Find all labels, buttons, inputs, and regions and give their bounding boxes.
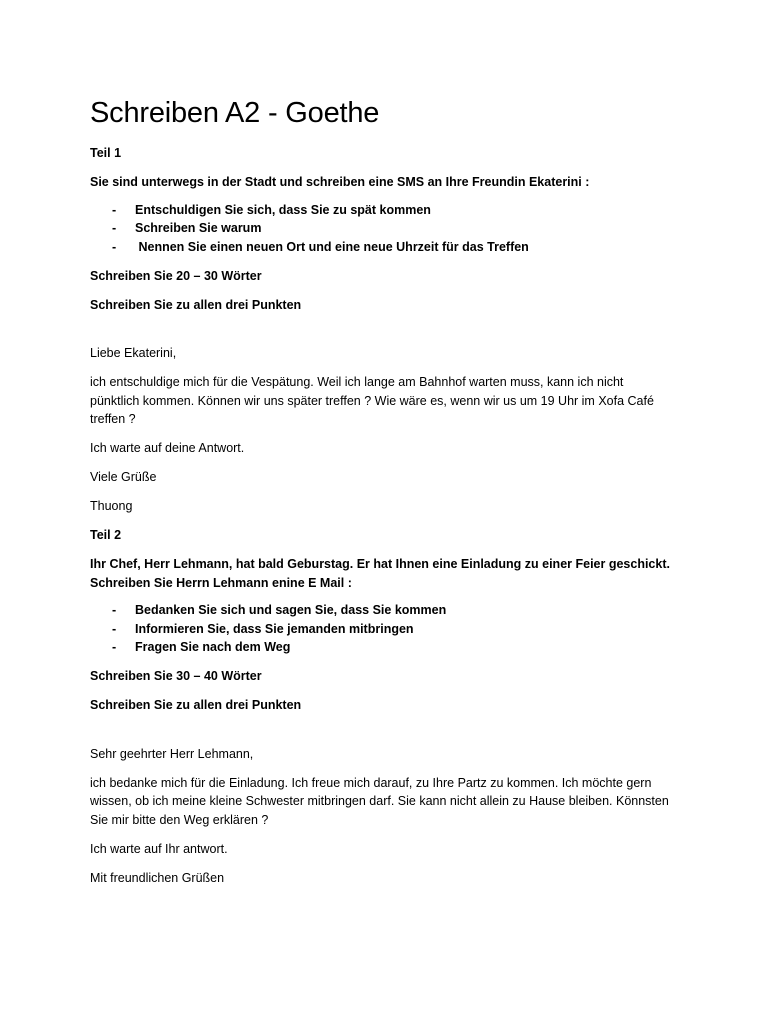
- answer-line: pünktlich kommen. Können wir uns später treffen ? Wie wäre es, wenn wir us um 19 Uhr im Xofa Café: [90, 393, 654, 408]
- list-item: - Schreiben Sie warum: [90, 219, 680, 238]
- teil2-greeting: Sehr geehrter Herr Lehmann,: [90, 746, 254, 761]
- task-line: Ihr Chef, Herr Lehmann, hat bald Geburstag. Er hat Ihnen eine Einladung zu einer Feier geschickt.: [90, 557, 670, 571]
- teil1-closing: Viele Grüße: [90, 470, 157, 484]
- teil1-bullet-list: [90, 201, 680, 257]
- teil1-task: Sie sind unterwegs in der Stadt und schreiben eine SMS an Ihre Freundin Ekaterini :: [90, 175, 590, 189]
- teil2-heading: Teil 2: [90, 528, 122, 542]
- answer-line: ich bedanke mich für die Einladung. Ich freue mich darauf, zu Ihre Partz zu kommen. Ich möchte gern: [90, 775, 652, 790]
- list-item: - Fragen Sie nach dem Weg: [90, 638, 680, 657]
- teil2-word-count: Schreiben Sie 30 – 40 Wörter: [90, 669, 262, 683]
- teil1-word-count: Schreiben Sie 20 – 30 Wörter: [90, 268, 262, 283]
- answer-line: treffen ?: [90, 412, 136, 426]
- dash-bullet-icon: -: [112, 603, 117, 617]
- teil2-bullet-list: [90, 601, 680, 657]
- teil2-wait: Ich warte auf Ihr antwort.: [90, 841, 228, 856]
- teil1-heading: Teil 1: [90, 146, 122, 160]
- answer-line: ich entschuldige mich für die Vespätung. Weil ich lange am Bahnhof warten muss, kann ich nicht: [90, 375, 624, 389]
- answer-line: wissen, ob ich meine kleine Schwester mitbringen darf. Sie kann nicht allein zu Hause bleiben. Könnsten: [90, 794, 669, 808]
- list-item: - Informieren Sie, dass Sie jemanden mitbringen: [90, 620, 680, 639]
- list-item: - Nennen Sie einen neuen Ort und eine neue Uhrzeit für das Treffen: [90, 238, 680, 257]
- dash-bullet-icon: -: [112, 202, 117, 217]
- task-line: Schreiben Sie Herrn Lehmann enine E Mail :: [90, 575, 352, 590]
- teil1-greeting: Liebe Ekaterini,: [90, 346, 177, 360]
- teil1-all-points: Schreiben Sie zu allen drei Punkten: [90, 297, 302, 312]
- teil1-signature: Thuong: [90, 499, 133, 513]
- answer-line: Sie mir bitte den Weg erklären ?: [90, 812, 269, 827]
- list-item: - Entschuldigen Sie sich, dass Sie zu spät kommen: [90, 201, 680, 220]
- teil2-answer-body: [90, 774, 680, 830]
- teil1-answer-body: [90, 373, 680, 429]
- teil2-all-points: Schreiben Sie zu allen drei Punkten: [90, 698, 302, 712]
- teil1-wait: Ich warte auf deine Antwort.: [90, 441, 245, 455]
- teil2-task: [90, 555, 680, 592]
- teil2-closing: Mit freundlichen Grüßen: [90, 870, 225, 885]
- dash-bullet-icon: -: [112, 640, 117, 654]
- dash-bullet-icon: -: [112, 221, 117, 235]
- list-item: - Bedanken Sie sich und sagen Sie, dass Sie kommen: [90, 601, 680, 620]
- document-title: Schreiben A2 - Goethe: [90, 97, 380, 129]
- dash-bullet-icon: -: [112, 621, 117, 636]
- dash-bullet-icon: -: [112, 239, 117, 254]
- document-body: [90, 144, 680, 887]
